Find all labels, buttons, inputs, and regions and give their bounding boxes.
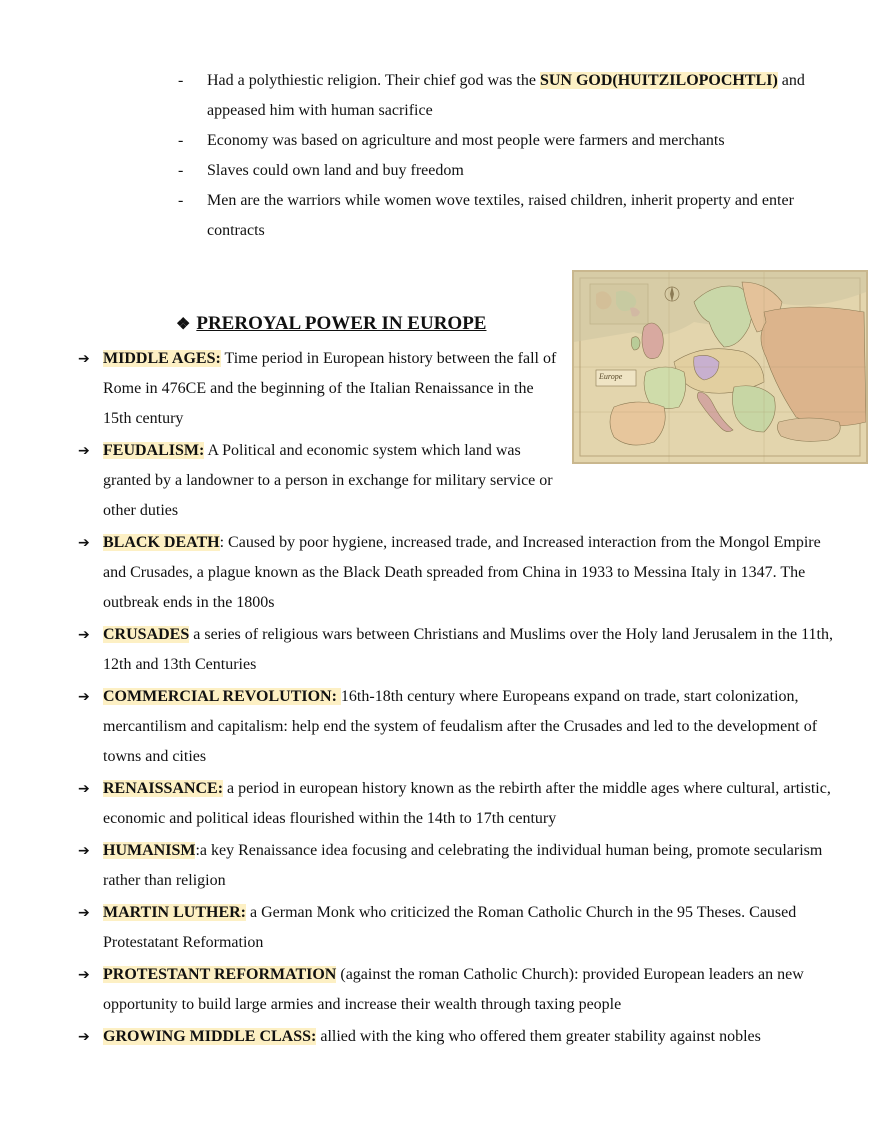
term-item-humanism — [78, 836, 843, 896]
dash-marker: - — [178, 162, 184, 179]
map-label: Europe — [599, 372, 623, 381]
aztec-bullet — [178, 156, 838, 186]
bullet-text-cont: and appeased him with human sacrifice — [207, 72, 805, 119]
term-item-crusades — [78, 620, 843, 680]
bullet-text: Slaves could own land and buy freedom — [207, 162, 464, 179]
term-label: BLACK DEATH — [103, 534, 220, 551]
term-description: : Caused by poor hygiene, increased trade, and Increased interaction from the Mongol Empire and Crusades, a plague known as the Black Death spreaded from China in 1933 to Messina Italy in 1347. The outbreak ends in the 1800s — [103, 534, 821, 611]
term-label: COMMERCIAL REVOLUTION: — [103, 688, 341, 705]
arrow-icon: ➔ — [78, 689, 90, 705]
terms-list — [78, 344, 843, 1054]
term-item-commercial-revolution — [78, 682, 843, 772]
highlight-sun-god: SUN GOD(HUITZILOPOCHTLI) — [539, 72, 778, 89]
arrow-icon: ➔ — [78, 351, 90, 367]
arrow-icon: ➔ — [78, 843, 90, 859]
bullet-text: Men are the warriors while women wove textiles, raised children, inherit property and enter contracts — [207, 192, 794, 239]
term-description: a German Monk who criticized the Roman Catholic Church in the 95 Theses. Caused Protestatant Reformation — [103, 904, 797, 951]
term-description: 16th-18th century where Europeans expand on trade, start colonization, mercantilism and capitalism: help end the system of feudalism after the Crusades and led to the development of towns and cities — [103, 688, 818, 765]
aztec-bullet — [178, 126, 838, 156]
arrow-icon: ➔ — [78, 781, 90, 797]
term-description: A Political and economic system which land was granted by a landowner to a person in exchange for military service or other duties — [103, 442, 553, 519]
term-item-black-death — [78, 528, 843, 618]
term-item-middle-ages — [78, 344, 563, 434]
term-description: :a key Renaissance idea focusing and celebrating the individual human being, promote secularism rather than religion — [103, 842, 823, 889]
section-heading — [176, 310, 486, 339]
term-item-protestant-reformation — [78, 960, 843, 1020]
dash-marker: - — [178, 192, 184, 209]
term-item-renaissance — [78, 774, 843, 834]
bullet-text: Economy was based on agriculture and most people were farmers and merchants — [207, 132, 725, 149]
term-item-feudalism — [78, 436, 563, 526]
term-label: GROWING MIDDLE CLASS: — [103, 1028, 317, 1045]
term-label: FEUDALISM: — [103, 442, 205, 459]
aztec-bullet — [178, 66, 838, 126]
bullet-text: Had a polythiestic religion. Their chief god was the — [207, 72, 540, 89]
heading-text: PREROYAL POWER IN EUROPE — [196, 313, 487, 334]
arrow-icon: ➔ — [78, 443, 90, 459]
term-label: MARTIN LUTHER: — [103, 904, 246, 921]
term-label: HUMANISM — [103, 842, 196, 859]
term-description: allied with the king who offered them greater stability against nobles — [316, 1028, 761, 1045]
term-item-martin-luther — [78, 898, 843, 958]
aztec-bullet — [178, 186, 838, 246]
term-label: CRUSADES — [103, 626, 190, 643]
arrow-icon: ➔ — [78, 1029, 90, 1045]
dash-marker: - — [178, 132, 184, 149]
term-description: a series of religious wars between Christians and Muslims over the Holy land Jerusalem in the 11th, 12th and 13th Centuries — [103, 626, 833, 673]
arrow-icon: ➔ — [78, 967, 90, 983]
term-label: MIDDLE AGES: — [103, 350, 221, 367]
aztec-bullet-list — [178, 66, 838, 246]
dash-marker: - — [178, 72, 184, 89]
term-item-growing-middle-class — [78, 1022, 843, 1052]
arrow-icon: ➔ — [78, 627, 90, 643]
term-description: Time period in European history between the fall of Rome in 476CE and the beginning of the Italian Renaissance in the 15th century — [103, 350, 557, 427]
term-description: (against the roman Catholic Church): provided European leaders an new opportunity to build large armies and increase their wealth through taxing people — [103, 966, 804, 1013]
diamond-bullet-icon: ❖ — [176, 316, 191, 333]
arrow-icon: ➔ — [78, 535, 90, 551]
term-label: RENAISSANCE: — [103, 780, 224, 797]
term-description: a period in european history known as the rebirth after the middle ages where cultural, artistic, economic and political ideas flourished within the 14th to 17th century — [103, 780, 831, 827]
term-label: PROTESTANT REFORMATION — [103, 966, 337, 983]
arrow-icon: ➔ — [78, 905, 90, 921]
